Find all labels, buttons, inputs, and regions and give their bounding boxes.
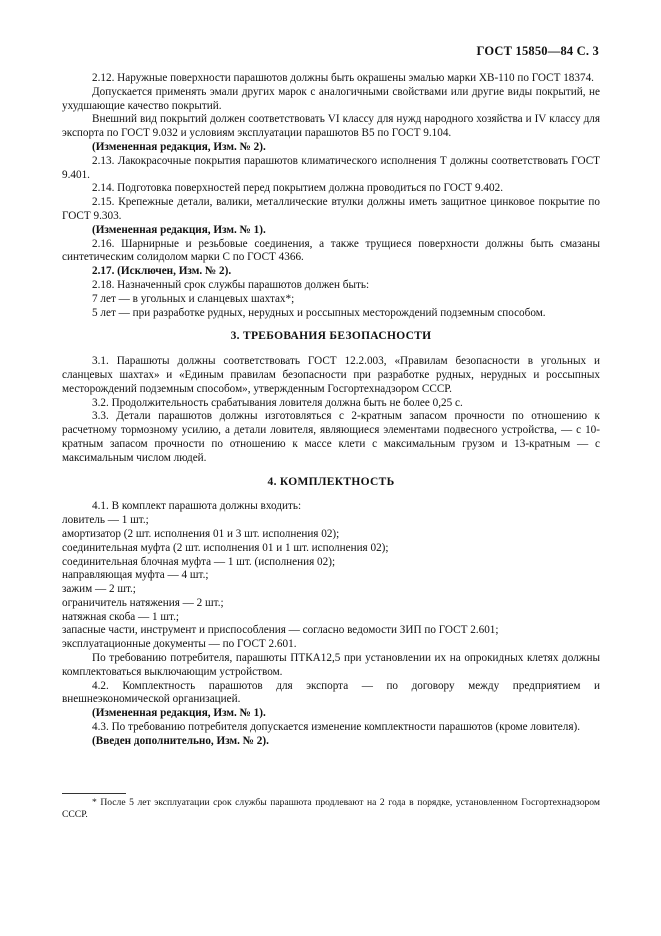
paragraph-3-3: 3.3. Детали парашютов должны изготовляться с 2-кратным запасом прочности по отношению к расчетному тормозному усилию, а детали ловителя, являющиеся элементами подвесного устройства, — с 10-кратным запасом прочности по отношению к массе клети с максимальным грузом и 13-кратным — с максимальным числом людей.	[62, 410, 600, 464]
list-item: эксплуатационные документы — по ГОСТ 2.601.	[62, 638, 297, 651]
paragraph-4-1: 4.1. В комплект парашюта должны входить:	[92, 500, 302, 513]
amendment-note: (Измененная редакция, Изм. № 1).	[92, 707, 266, 720]
section-3-title: 3. ТРЕБОВАНИЯ БЕЗОПАСНОСТИ	[230, 330, 432, 343]
list-item: соединительная муфта (2 шт. исполнения 01 и 1 шт. исполнения 02);	[62, 541, 389, 554]
paragraph-2-16: 2.16. Шарнирные и резьбовые соединения, а также трущиеся поверхности должны быть смазаны синтетическим солидолом марки С по ГОСТ 4366.	[62, 237, 600, 264]
list-item: запасные части, инструмент и приспособления — согласно ведомости ЗИП по ГОСТ 2.601;	[62, 624, 499, 637]
paragraph-2-12: 2.12. Наружные поверхности парашютов должны быть окрашены эмалью марки ХВ-110 по ГОСТ 18374.	[92, 72, 594, 84]
page-content	[62, 72, 600, 749]
paragraph-appearance: Внешний вид покрытий должен соответствовать VI классу для нужд народного хозяйства и IV классу для экспорта по ГОСТ 9.032 и условиям эксплуатации парашютов В5 по ГОСТ 9.104.	[62, 113, 600, 140]
paragraph-2-18: 2.18. Назначенный срок службы парашютов должен быть:	[92, 278, 370, 291]
paragraph-2-13: 2.13. Лакокрасочные покрытия парашютов климатического исполнения Т должны соответствовать ГОСТ 9.401.	[62, 154, 600, 181]
paragraph-ptka: По требованию потребителя, парашюты ПТКА12,5 при установлении их на опрокидных клетях должны комплектоваться выключающим устройством.	[62, 652, 600, 678]
amendment-note: (Введен дополнительно, Изм. № 2).	[92, 734, 269, 747]
page-header: ГОСТ 15850—84 С. 3	[476, 44, 599, 58]
paragraph-4-3: 4.3. По требованию потребителя допускается изменение комплектности парашютов (кроме ловителя).	[92, 721, 580, 734]
paragraph-2-17: 2.17. (Исключен, Изм. № 2).	[92, 265, 232, 278]
service-life-item: 7 лет — в угольных и сланцевых шахтах*;	[92, 292, 295, 305]
footnote-divider	[62, 793, 126, 794]
list-item: амортизатор (2 шт. исполнения 01 и 3 шт. исполнения 02);	[62, 527, 340, 540]
list-item: натяжная скоба — 1 шт.;	[62, 610, 179, 623]
list-item: направляющая муфта — 4 шт.;	[62, 569, 209, 582]
paragraph-3-2: 3.2. Продолжительность срабатывания ловителя должна быть не более 0,25 с.	[92, 396, 463, 409]
paragraph-2-14: 2.14. Подготовка поверхностей перед покрытием должна проводиться по ГОСТ 9.402.	[92, 182, 504, 195]
footnote: * После 5 лет эксплуатации срок службы парашюта продлевают на 2 года в порядке, установленном Госгортехнадзором СССР.	[62, 797, 600, 820]
paragraph-3-1: 3.1. Парашюты должны соответствовать ГОСТ 12.2.003, «Правилам безопасности в угольных и сланцевых шахтах» и «Единым правилам безопасности при разработке рудных, нерудных и россыпных месторождений подземным способом», утвержденным Госгортехнадзором СССР.	[62, 355, 600, 395]
paragraph-enamel-alt: Допускается применять эмали других марок с аналогичными свойствами или другие виды покрытий, не ухудшающие качество покрытий.	[62, 85, 600, 112]
paragraph-4-2: 4.2. Комплектность парашютов для экспорта — по договору между предприятием и внешнеэкономической организацией.	[62, 679, 600, 706]
amendment-note: (Измененная редакция, Изм. № 1).	[92, 223, 266, 236]
list-item: ловитель — 1 шт.;	[62, 514, 149, 527]
list-item: соединительная блочная муфта — 1 шт. (исполнения 02);	[62, 555, 336, 568]
amendment-note: (Измененная редакция, Изм. № 2).	[92, 140, 266, 153]
list-item: ограничитель натяжения — 2 шт.;	[62, 596, 224, 609]
section-4-title: 4. КОМПЛЕКТНОСТЬ	[267, 475, 395, 488]
list-item: зажим — 2 шт.;	[62, 583, 136, 596]
paragraph-2-15: 2.15. Крепежные детали, валики, металлические втулки должны иметь защитное цинковое покрытие по ГОСТ 9.303.	[62, 196, 600, 222]
service-life-item: 5 лет — при разработке рудных, нерудных и россыпных месторождений подземным способом.	[92, 306, 546, 319]
